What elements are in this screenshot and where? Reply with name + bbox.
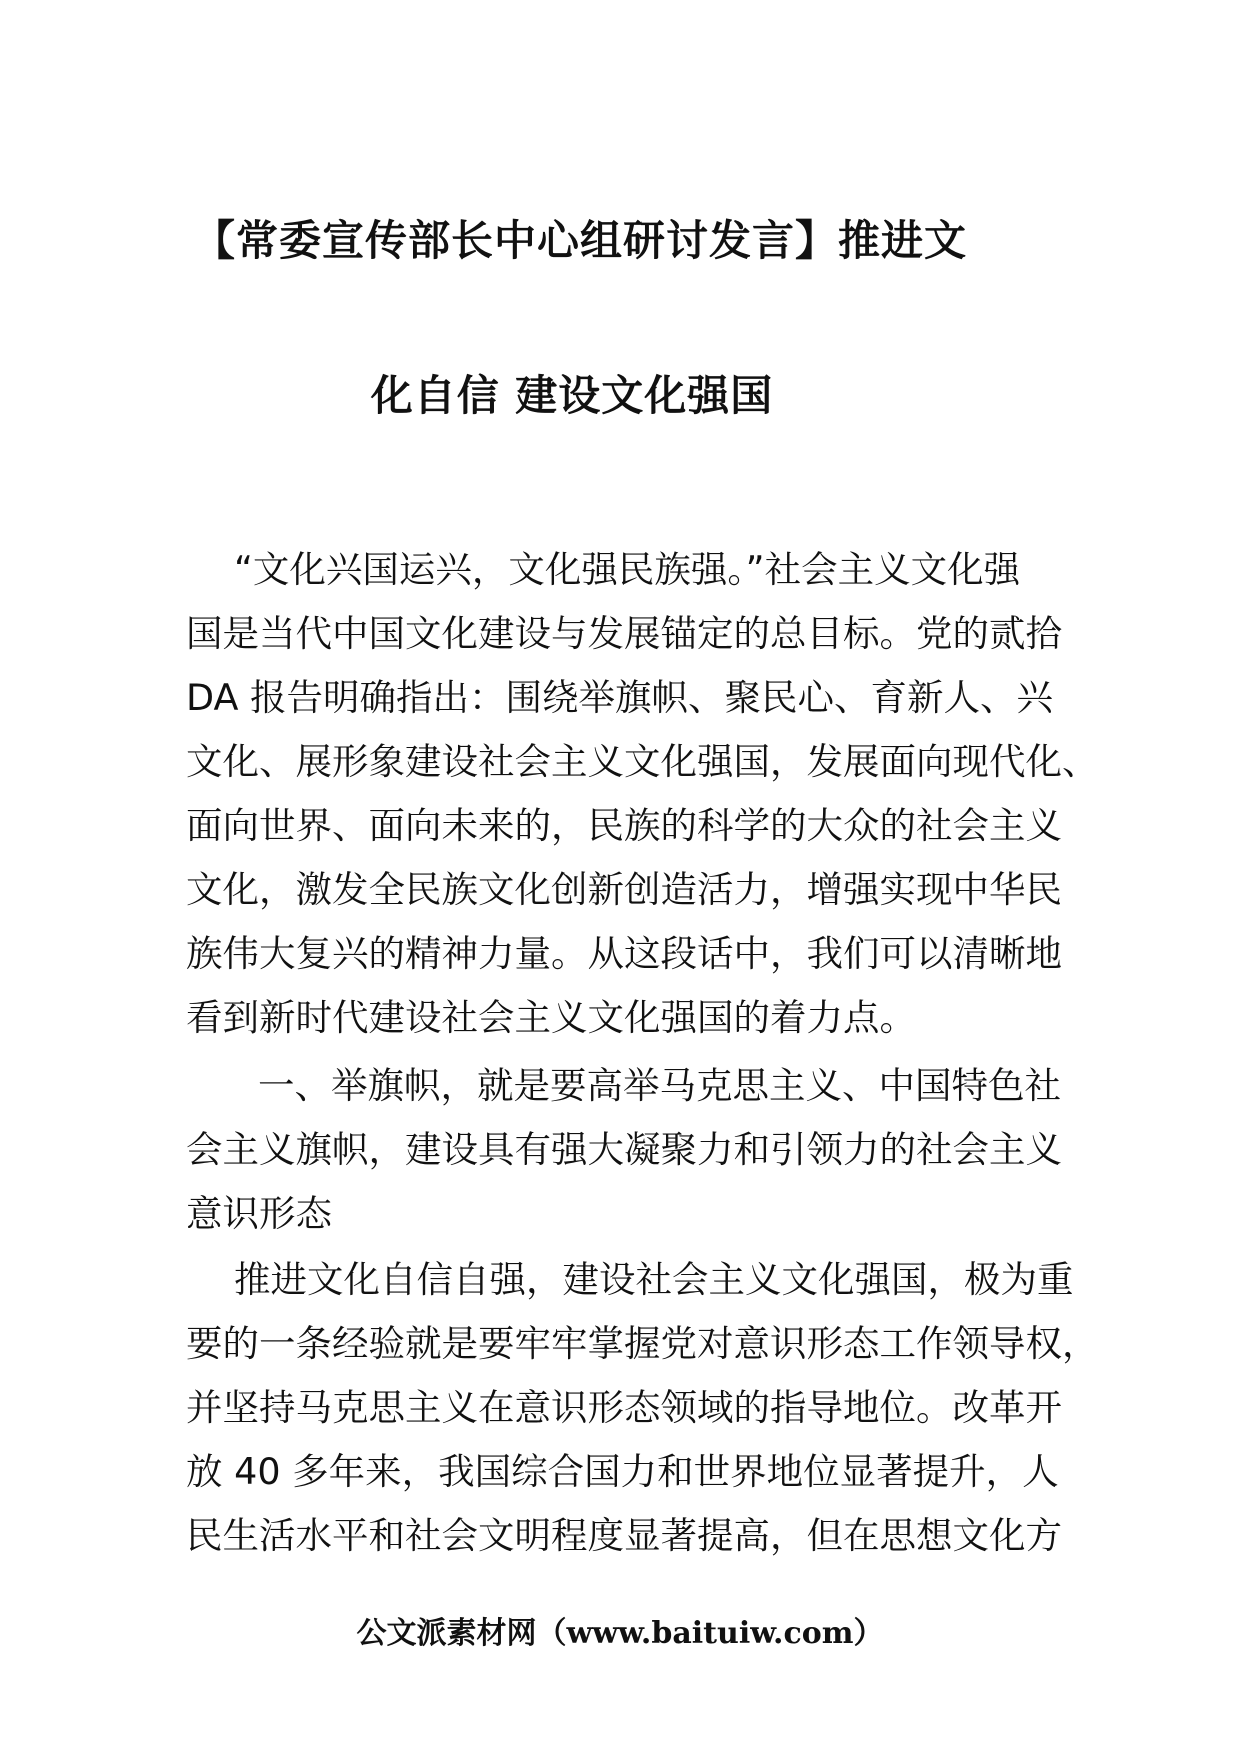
section-heading-line: 意识形态 xyxy=(186,1192,332,1235)
paragraph-line: 推进文化自信自强，建设社会主义文化强国，极为重 xyxy=(234,1258,1074,1301)
paragraph-line: DA 报告明确指出：围绕举旗帜、聚民心、育新人、兴 xyxy=(186,676,1054,719)
paragraph-line: 看到新时代建设社会主义文化强国的着力点。 xyxy=(186,996,916,1039)
section-heading-line: 一、举旗帜，就是要高举马克思主义、中国特色社 xyxy=(258,1064,1061,1107)
paragraph-line: 要的一条经验就是要牢牢掌握党对意识形态工作领导权， xyxy=(186,1322,1099,1365)
paragraph-line: “文化兴国运兴，文化强民族强。”社会主义文化强 xyxy=(234,548,1021,591)
page-footer: 公文派素材网（www.baituiw.com） xyxy=(356,1616,884,1651)
title-line-1: 【常委宣传部长中心组研讨发言】推进文 xyxy=(192,216,967,265)
paragraph-line: 文化、展形象建设社会主义文化强国，发展面向现代化、 xyxy=(186,740,1099,783)
section-heading-1 xyxy=(186,1054,1062,1246)
paragraph-line: 文化，激发全民族文化创新创造活力，增强实现中华民 xyxy=(186,868,1062,911)
paragraph-intro xyxy=(186,538,1099,1050)
paragraph-line: 族伟大复兴的精神力量。从这段话中，我们可以清晰地 xyxy=(186,932,1062,975)
paragraph-line: 并坚持马克思主义在意识形态领域的指导地位。改革开 xyxy=(186,1386,1062,1429)
paragraph-section-1 xyxy=(186,1248,1099,1568)
paragraph-line: 国是当代中国文化建设与发展锚定的总目标。党的贰拾 xyxy=(186,612,1062,655)
title-line-2: 化自信 建设文化强国 xyxy=(370,371,774,420)
paragraph-line: 民生活水平和社会文明程度显著提高，但在思想文化方 xyxy=(186,1514,1062,1557)
section-heading-line: 会主义旗帜，建设具有强大凝聚力和引领力的社会主义 xyxy=(186,1128,1062,1171)
paragraph-line: 放 40 多年来，我国综合国力和世界地位显著提升，人 xyxy=(186,1450,1059,1493)
paragraph-line: 面向世界、面向未来的，民族的科学的大众的社会主义 xyxy=(186,804,1062,847)
